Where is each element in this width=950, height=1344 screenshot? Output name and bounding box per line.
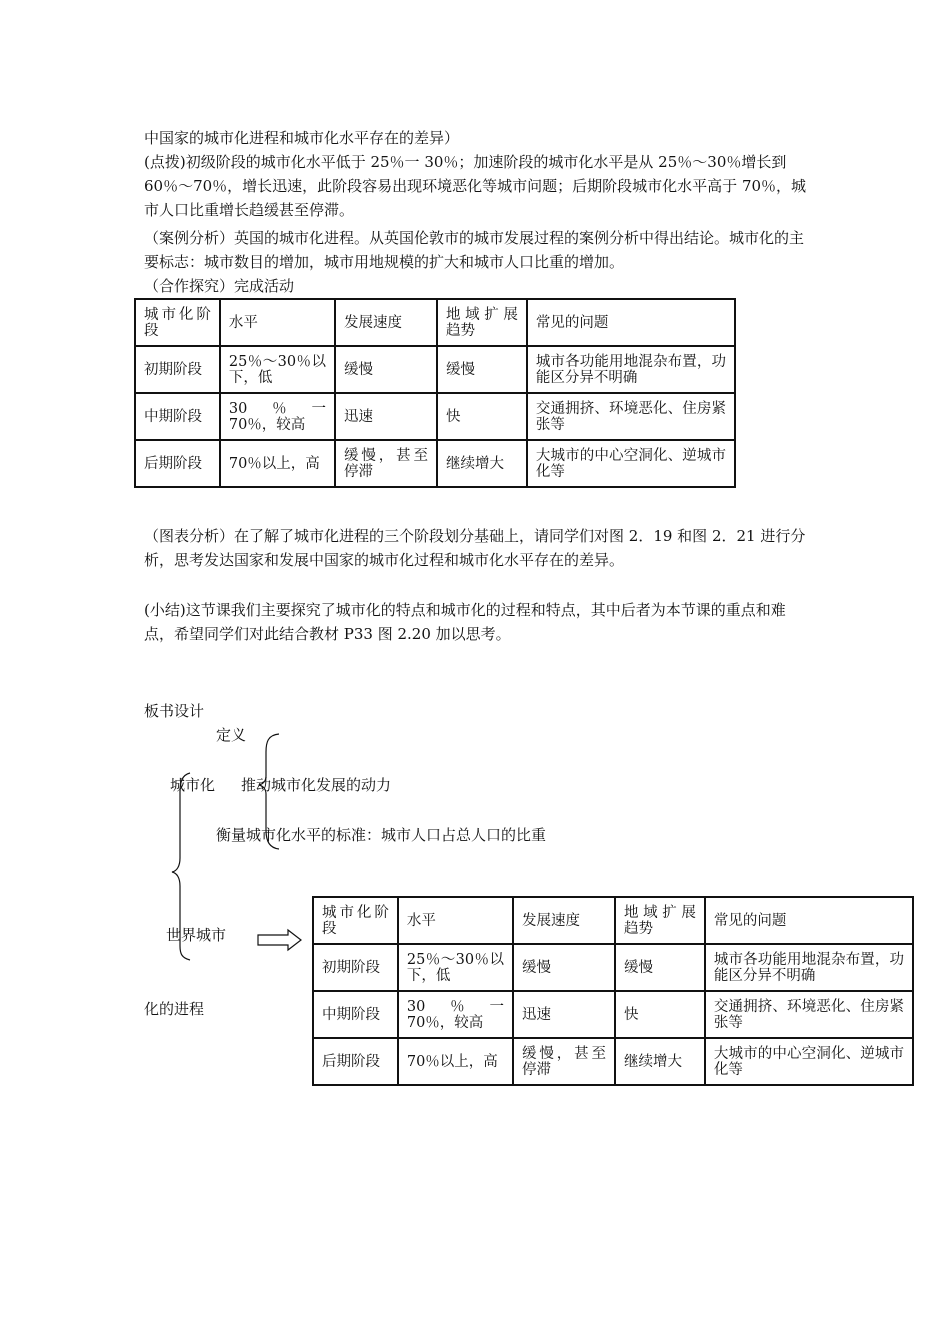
header-problems: 常见的问题	[705, 897, 913, 944]
table-cell: 缓慢，甚至停滞	[335, 440, 437, 487]
table-cell: 缓慢	[513, 944, 615, 991]
table-cell: 迅速	[335, 393, 437, 440]
dianbo-paragraph: (点拨)初级阶段的城市化水平低于 25％一 30％；加速阶段的城市化水平是从 25％～30％增长到 60％～70％，增长迅速，此阶段容易出现环境恶化等城市问题；后期阶段城市化水平高于 70％，城市人口比重增长趋缓甚至停滞。	[144, 153, 807, 219]
board-definition: 定义	[216, 726, 247, 744]
header-speed: 发展速度	[335, 299, 437, 346]
table-cell: 30％一 70％，较高	[220, 393, 335, 440]
table-cell: 70％以上，高	[398, 1038, 513, 1085]
header-level: 水平	[398, 897, 513, 944]
header-stage: 城市化阶段	[135, 299, 220, 346]
table-row	[313, 1038, 913, 1085]
small-brace-icon	[259, 734, 279, 849]
table-cell: 城市各功能用地混杂布置，功能区分异不明确	[527, 346, 735, 393]
board-title: 板书设计	[144, 702, 205, 720]
header-stage: 城市化阶段	[313, 897, 398, 944]
header-level: 水平	[220, 299, 335, 346]
table-cell: 交通拥挤、环境恶化、住房紧张等	[527, 393, 735, 440]
table-cell: 30％一 70％，较高	[398, 991, 513, 1038]
table-cell: 初期阶段	[135, 346, 220, 393]
table-cell: 缓慢，甚至停滞	[513, 1038, 615, 1085]
table-header-row	[313, 897, 913, 944]
table-cell: 中期阶段	[313, 991, 398, 1038]
header-speed: 发展速度	[513, 897, 615, 944]
header-expansion: 地域扩展趋势	[437, 299, 527, 346]
table-cell: 中期阶段	[135, 393, 220, 440]
table-cell: 城市各功能用地混杂布置，功能区分异不明确	[705, 944, 913, 991]
board-stage-table	[312, 896, 914, 1086]
table-cell: 25％～30％以下，低	[398, 944, 513, 991]
table-cell: 缓慢	[615, 944, 705, 991]
table-cell: 后期阶段	[135, 440, 220, 487]
table-cell: 快	[437, 393, 527, 440]
table-cell: 缓慢	[335, 346, 437, 393]
board-driving-force: 推动城市化发展的动力	[241, 776, 392, 794]
table-cell: 后期阶段	[313, 1038, 398, 1085]
case-analysis-paragraph: （案例分析）英国的城市化进程。从英国伦敦市的城市发展过程的案例分析中得出结论。城市化的主要标志：城市数目的增加，城市用地规模的扩大和城市人口比重的增加。	[144, 229, 805, 271]
large-brace-icon	[172, 773, 190, 960]
board-process: 化的进程	[144, 1000, 205, 1018]
table-cell: 25％～30％以下，低	[220, 346, 335, 393]
table-cell: 初期阶段	[313, 944, 398, 991]
table-cell: 大城市的中心空洞化、逆城市化等	[527, 440, 735, 487]
chart-analysis-paragraph: （图表分析）在了解了城市化进程的三个阶段划分基础上，请同学们对图 2．19 和图 2．21 进行分析，思考发达国家和发展中国家的城市化过程和城市化水平存在的差异。	[144, 527, 806, 569]
intro-line: 中国家的城市化进程和城市化水平存在的差异）	[144, 129, 460, 147]
header-expansion: 地域扩展趋势	[615, 897, 705, 944]
header-problems: 常见的问题	[527, 299, 735, 346]
table-cell: 大城市的中心空洞化、逆城市化等	[705, 1038, 913, 1085]
cooperation-line: （合作探究）完成活动	[144, 277, 295, 295]
table-cell: 快	[615, 991, 705, 1038]
table-cell: 交通拥挤、环境恶化、住房紧张等	[705, 991, 913, 1038]
board-measure: 衡量城市化水平的标准：城市人口占总人口的比重	[216, 826, 547, 844]
board-urbanization: 城市化	[170, 776, 216, 794]
board-world-city: 世界城市	[166, 926, 227, 944]
table-cell: 70％以上，高	[220, 440, 335, 487]
table-cell: 缓慢	[437, 346, 527, 393]
table-cell: 继续增大	[615, 1038, 705, 1085]
table-row	[313, 991, 913, 1038]
summary-paragraph: (小结)这节课我们主要探究了城市化的特点和城市化的过程和特点，其中后者为本节课的重点和难点，希望同学们对此结合教材 P33 图 2.20 加以思考。	[144, 601, 786, 643]
arrow-right-icon	[258, 930, 301, 950]
table-cell: 继续增大	[437, 440, 527, 487]
table-cell: 迅速	[513, 991, 615, 1038]
table-row	[313, 944, 913, 991]
